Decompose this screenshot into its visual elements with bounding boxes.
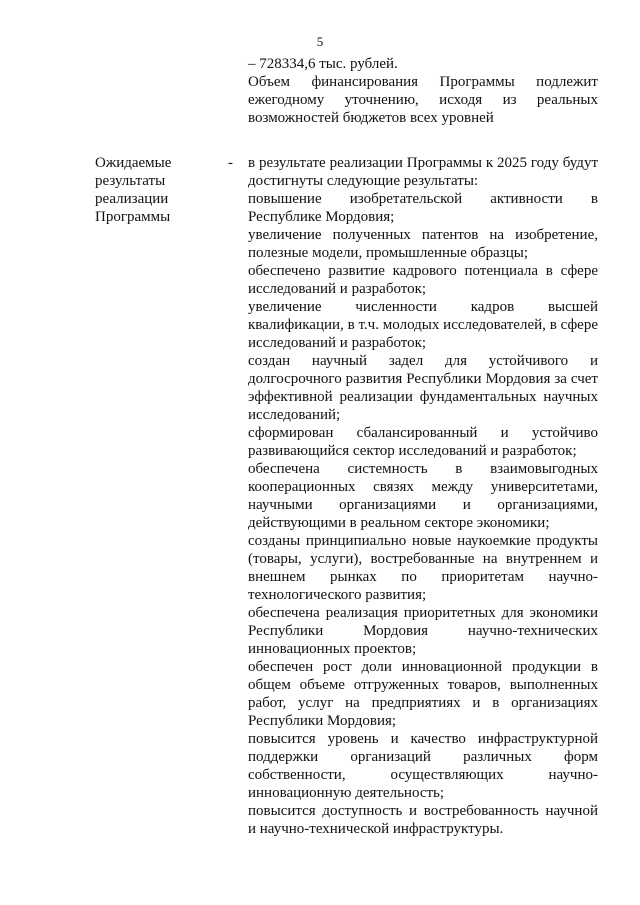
result-item: увеличение полученных патентов на изобретение, полезные модели, промышленные образцы; bbox=[248, 227, 598, 261]
result-item: обеспечена реализация приоритетных для экономики Республики Мордовия научно-технических инновационных проектов; bbox=[248, 605, 598, 657]
results-label-line: реализации bbox=[95, 191, 169, 207]
funding-block bbox=[248, 55, 598, 127]
result-item: обеспечена системность в взаимовыгодных кооперационных связях между университетами, научными организациями и организациями, действующими в реальном секторе экономики; bbox=[248, 461, 598, 531]
result-item: сформирован сбалансированный и устойчиво развивающийся сектор исследований и разработок; bbox=[248, 425, 598, 459]
results-list bbox=[248, 154, 598, 838]
result-item: увеличение численности кадров высшей квалификации, в т.ч. молодых исследователей, в сфере исследований и разработок; bbox=[248, 299, 598, 351]
funding-amount: – 728334,6 тыс. рублей. bbox=[248, 56, 398, 72]
funding-note: Объем финансирования Программы подлежит ежегодному уточнению, исходя из реальных возможностей бюджетов всех уровней bbox=[248, 74, 598, 126]
result-item: повышение изобретательской активности в Республике Мордовия; bbox=[248, 191, 598, 225]
results-label-line: Ожидаемые bbox=[95, 155, 172, 171]
result-item: повысится уровень и качество инфраструктурной поддержки организаций различных форм собственности, осуществляющих научно-инновационную деятельность; bbox=[248, 731, 598, 801]
label-dash: - bbox=[228, 155, 233, 171]
results-label-line: Программы bbox=[95, 209, 171, 225]
result-item: обеспечено развитие кадрового потенциала в сфере исследований и разработок; bbox=[248, 263, 598, 297]
page-number: 5 bbox=[316, 34, 324, 49]
result-item: повысится доступность и востребованность научной и научно-технической инфраструктуры. bbox=[248, 803, 598, 837]
result-item: созданы принципиально новые наукоемкие продукты (товары, услуги), востребованные на внутреннем и внешнем рынках по приоритетам научно-технологического развития; bbox=[248, 533, 598, 603]
results-label bbox=[95, 154, 205, 226]
result-item: создан научный задел для устойчивого и долгосрочного развития Республики Мордовия за счет эффективной реализации фундаментальных научных исследований; bbox=[248, 353, 598, 423]
result-item: обеспечен рост доли инновационной продукции в общем объеме отгруженных товаров, выполненных работ, услуг на предприятиях и в организациях Республики Мордовия; bbox=[248, 659, 598, 729]
results-label-line: результаты bbox=[95, 173, 166, 189]
result-item: в результате реализации Программы к 2025 году будут достигнуты следующие результаты: bbox=[248, 155, 598, 189]
